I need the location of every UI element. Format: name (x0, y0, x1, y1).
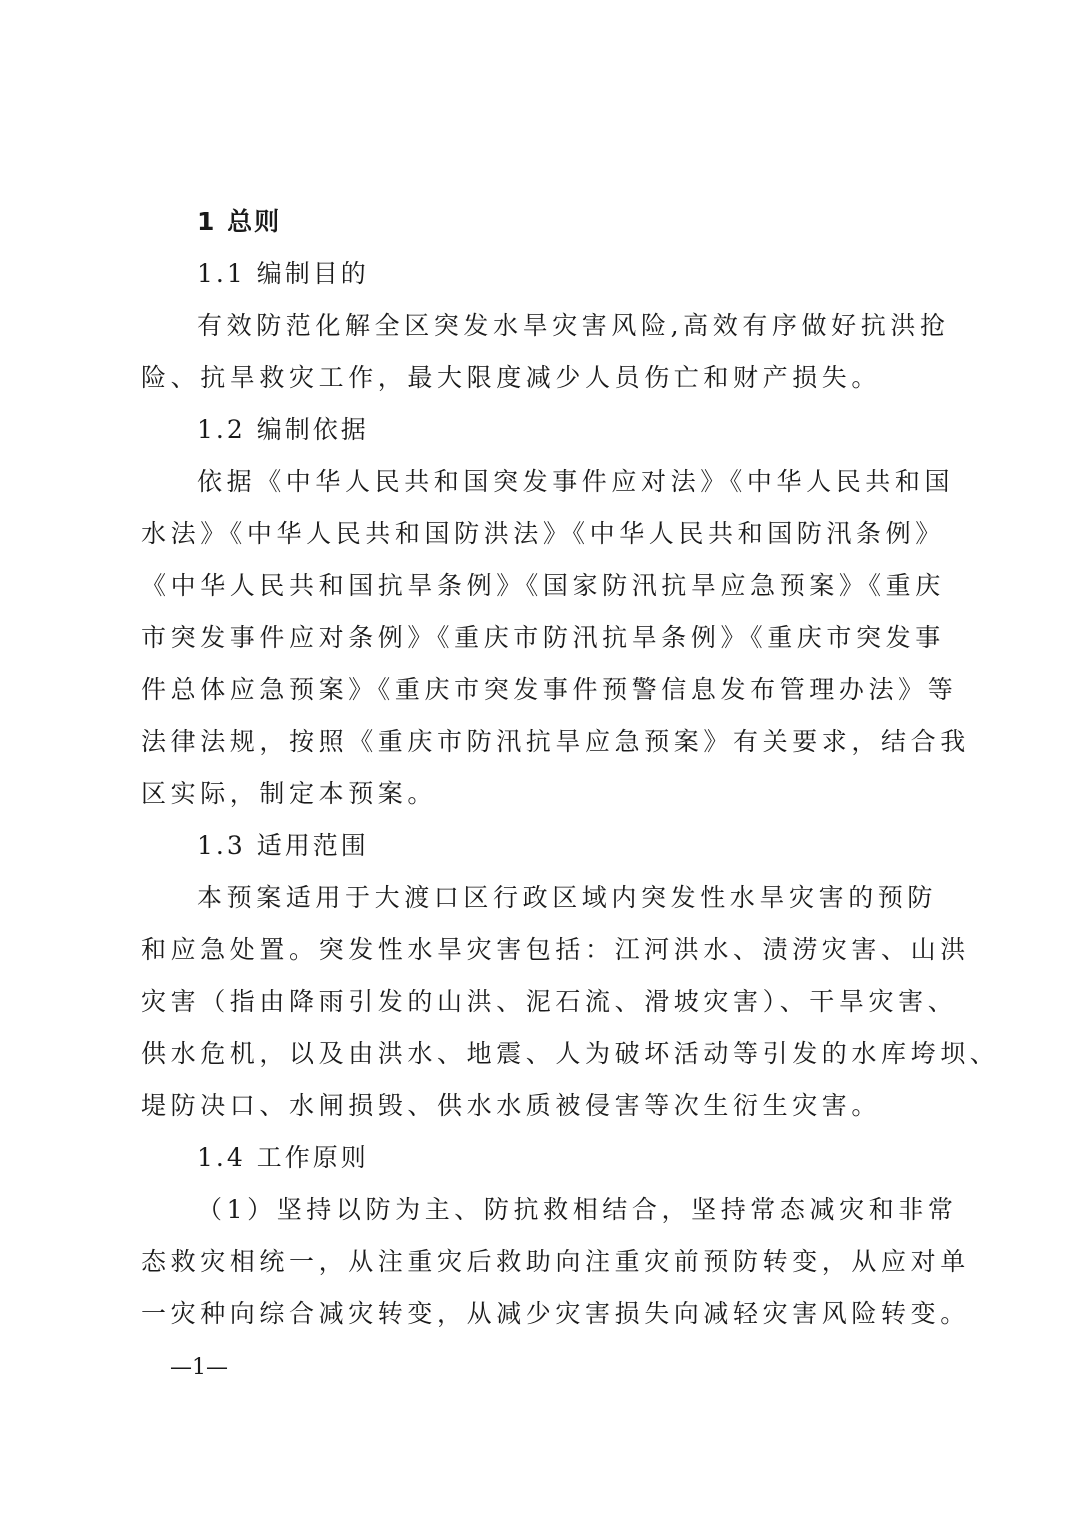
section-heading-1: 1 总则 (197, 207, 282, 236)
page-number: —1— (170, 1355, 228, 1380)
paragraph-line: 和应急处置。突发性水旱灾害包括：江河洪水、渍涝灾害、山洪 (141, 935, 970, 964)
subsection-heading-1-4: 1.4 工作原则 (197, 1143, 369, 1172)
paragraph-line: （1）坚持以防为主、防抗救相结合，坚持常态减灾和非常 (197, 1195, 958, 1224)
paragraph-line: 法律法规，按照《重庆市防汛抗旱应急预案》有关要求，结合我 (141, 727, 970, 756)
paragraph-line: 灾害（指由降雨引发的山洪、泥石流、滑坡灾害）、干旱灾害、 (141, 987, 958, 1016)
paragraph-line: 区实际，制定本预案。 (141, 779, 438, 808)
paragraph-line: 依据《中华人民共和国突发事件应对法》《中华人民共和国 (197, 467, 955, 496)
document-body (141, 196, 1000, 1340)
paragraph-line: 水法》《中华人民共和国防洪法》《中华人民共和国防汛条例》 (141, 519, 945, 548)
paragraph-line: 件总体应急预案》《重庆市突发事件预警信息发布管理办法》等 (141, 675, 958, 704)
subsection-heading-1-3: 1.3 适用范围 (197, 831, 369, 860)
paragraph-line: 市突发事件应对条例》《重庆市防汛抗旱条例》《重庆市突发事 (141, 623, 945, 652)
paragraph-line: 堤防决口、水闸损毁、供水水质被侵害等次生衍生灾害。 (141, 1091, 882, 1120)
paragraph-line: 态救灾相统一，从注重灾后救助向注重灾前预防转变，从应对单 (141, 1247, 970, 1276)
paragraph-line: 险、抗旱救灾工作，最大限度减少人员伤亡和财产损失。 (141, 363, 882, 392)
subsection-heading-1-1: 1.1 编制目的 (197, 259, 369, 288)
paragraph-line: 一灾种向综合减灾转变，从减少灾害损失向减轻灾害风险转变。 (141, 1299, 970, 1328)
paragraph-line: 《中华人民共和国抗旱条例》《国家防汛抗旱应急预案》《重庆 (141, 571, 945, 600)
paragraph-line: 有效防范化解全区突发水旱灾害风险,高效有序做好抗洪抢 (197, 311, 950, 340)
paragraph-line: 供水危机，以及由洪水、地震、人为破坏活动等引发的水库垮坝、 (141, 1039, 1000, 1068)
subsection-heading-1-2: 1.2 编制依据 (197, 415, 369, 444)
paragraph-line: 本预案适用于大渡口区行政区域内突发性水旱灾害的预防 (197, 883, 938, 912)
